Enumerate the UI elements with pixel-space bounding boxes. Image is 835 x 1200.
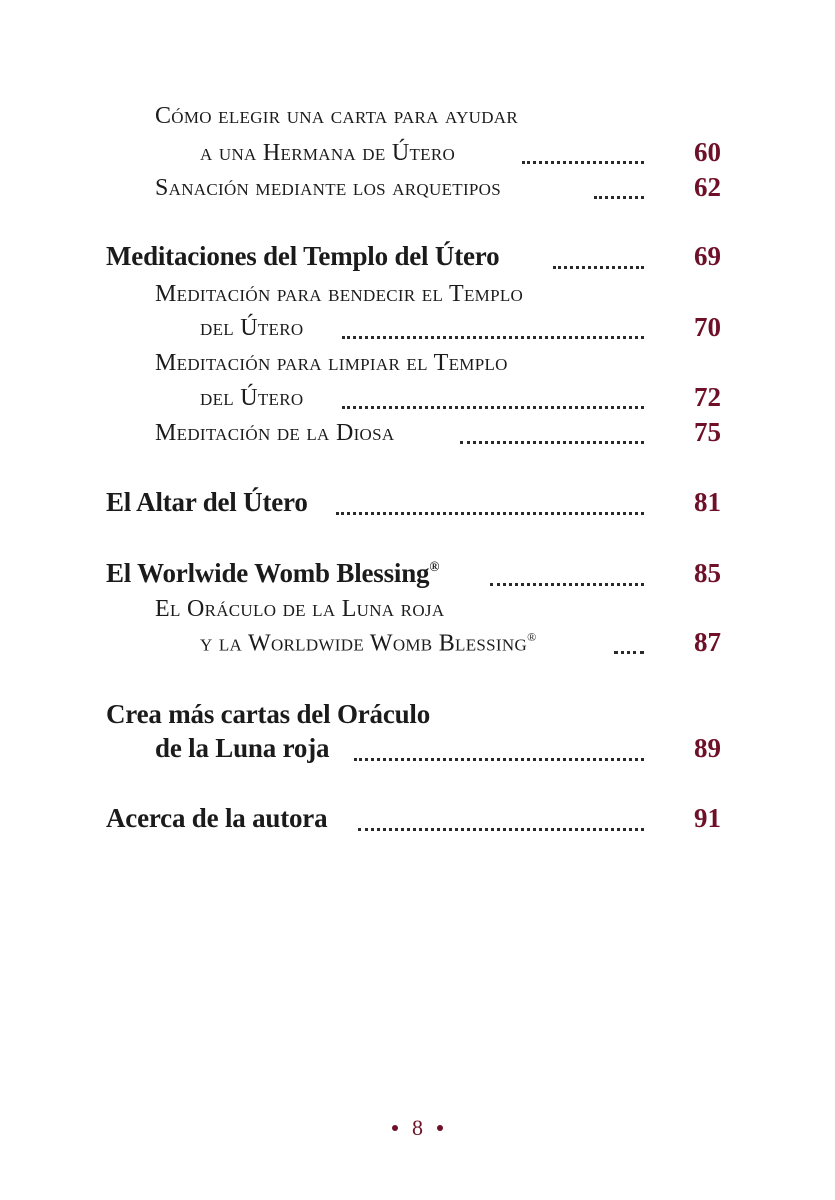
toc-page-number: 87 [694,627,721,657]
toc-page-number: 70 [694,312,721,342]
dot-leader [354,756,644,761]
toc-page-number: 91 [694,803,721,833]
dot-leader [490,581,644,586]
toc-entry-title-line2: del Útero [200,315,304,341]
dot-leader [342,404,644,409]
toc-entry-title [106,560,439,587]
toc-page-number: 75 [694,417,721,447]
bullet-icon [392,1125,398,1131]
dot-leader [594,194,644,199]
toc-entry-title: Meditaciones del Templo del Útero [106,241,500,271]
dot-leader [336,510,644,515]
toc-page-number: 85 [694,558,721,588]
toc-entry-title-line1: Cómo elegir una carta para ayudar [155,103,519,129]
toc-page-number: 72 [694,382,721,412]
dot-leader [553,264,644,269]
toc-entry-title: Sanación mediante los arquetipos [155,175,501,201]
toc-entry-title-line1: Meditación para bendecir el Templo [155,281,524,307]
toc-entry-title-line2: del Útero [200,385,304,411]
toc-page-number: 89 [694,733,721,763]
toc-entry-title-line1: El Oráculo de la Luna roja [155,596,445,622]
toc-entry-title-line2 [200,631,536,656]
toc-entry-title-line1: Crea más cartas del Oráculo [106,699,431,729]
toc-entry-title: Meditación de la Diosa [155,420,395,446]
toc-entry-title-line1: Meditación para limpiar el Templo [155,350,508,376]
page-folio [0,1117,835,1139]
dot-leader [342,334,644,339]
dot-leader [358,826,644,831]
toc-entry-title: Acerca de la autora [106,803,328,833]
toc-page-number: 62 [694,172,721,202]
toc-page-number: 81 [694,487,721,517]
dot-leader [614,649,644,654]
toc-entry-title-line2-text: y la Worldwide Womb Blessing [200,630,528,657]
dot-leader [460,439,644,444]
toc-entry-title: El Altar del Útero [106,487,308,517]
toc-page-number: 60 [694,137,721,167]
registered-mark: ® [527,630,537,644]
dot-leader [522,159,644,164]
folio-number: 8 [412,1115,423,1140]
toc-page-number: 69 [694,241,721,271]
registered-mark: ® [429,559,440,575]
bullet-icon [437,1125,443,1131]
toc-entry-title-line2: a una Hermana de Útero [200,140,456,166]
toc-entry-title-line2: de la Luna roja [155,733,330,763]
toc-entry-title-text: El Worlwide Womb Blessing [106,558,430,588]
